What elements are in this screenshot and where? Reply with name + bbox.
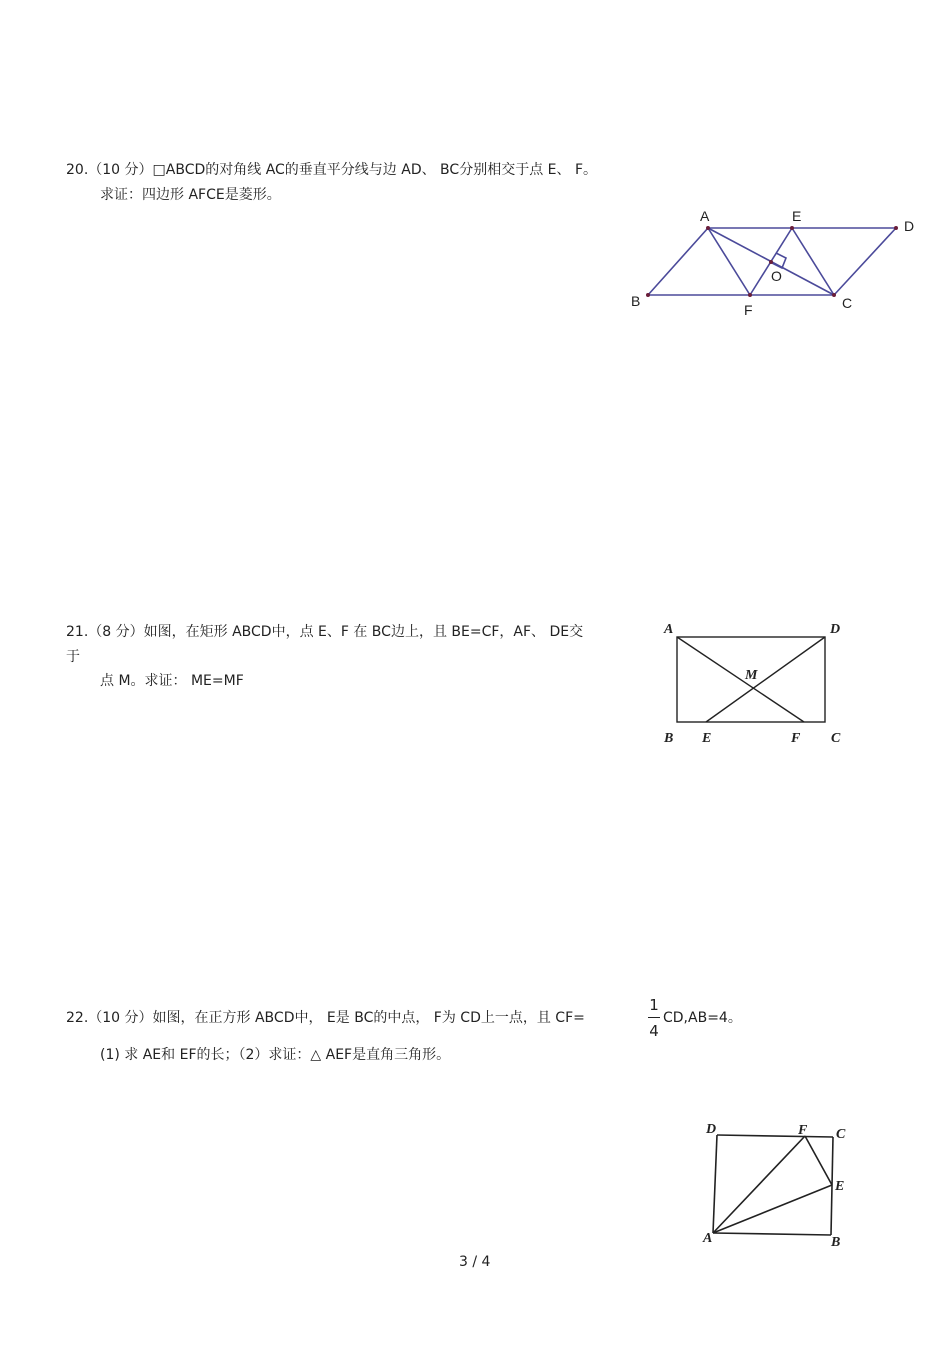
q20-label-b: B <box>631 293 641 309</box>
q22-label-d: D <box>706 1122 717 1137</box>
q21-label-f: F <box>791 731 801 746</box>
q21-text-line3: 点 M。求证： ME=MF <box>100 673 244 689</box>
q22-label-f: F <box>798 1123 808 1138</box>
q20-label-d: D <box>904 218 915 234</box>
q22-text-line1b: CD,AB=4。 <box>663 1010 742 1026</box>
q21-label-c: C <box>831 731 841 746</box>
q21-label-m: M <box>745 668 758 683</box>
q20-label-e: E <box>792 208 802 224</box>
q22-text-line2: (1) 求 AE和 EF的长；（2）求证：△ AEF是直角三角形。 <box>100 1047 451 1063</box>
q20-label-c: C <box>842 295 853 311</box>
q21-label-d: D <box>830 622 841 637</box>
page-number: 3 / 4 <box>459 1254 491 1270</box>
q20-text-line1: 20.（10 分）□ABCD的对角线 AC的垂直平分线与边 AD、 BC分别相交于点 E、 F。 <box>66 162 597 178</box>
q20-label-f: F <box>744 302 753 318</box>
q22-fraction-denominator: 4 <box>649 1022 659 1040</box>
q20-label-o: O <box>771 268 782 284</box>
q21-label-a: A <box>664 622 674 637</box>
q21-text-line2: 于 <box>66 649 80 665</box>
q22-label-c: C <box>836 1127 846 1142</box>
q20-label-a: A <box>700 208 710 224</box>
q21-text-line1: 21.（8 分）如图，在矩形 ABCD中，点 E、F 在 BC边上，且 BE=CF，AF、 DE交 <box>66 624 584 640</box>
q20-text-line2: 求证：四边形 AFCE是菱形。 <box>100 187 281 203</box>
q22-text-line1a: 22.（10 分）如图，在正方形 ABCD中， E是 BC的中点， F为 CD上一点，且 CF= <box>66 1010 585 1026</box>
q22-label-e: E <box>835 1179 845 1194</box>
q22-fraction-numerator: 1 <box>649 996 659 1014</box>
q22-label-a: A <box>703 1231 713 1246</box>
q22-label-b: B <box>831 1235 841 1250</box>
q21-label-b: B <box>664 731 674 746</box>
q21-label-e: E <box>702 731 712 746</box>
